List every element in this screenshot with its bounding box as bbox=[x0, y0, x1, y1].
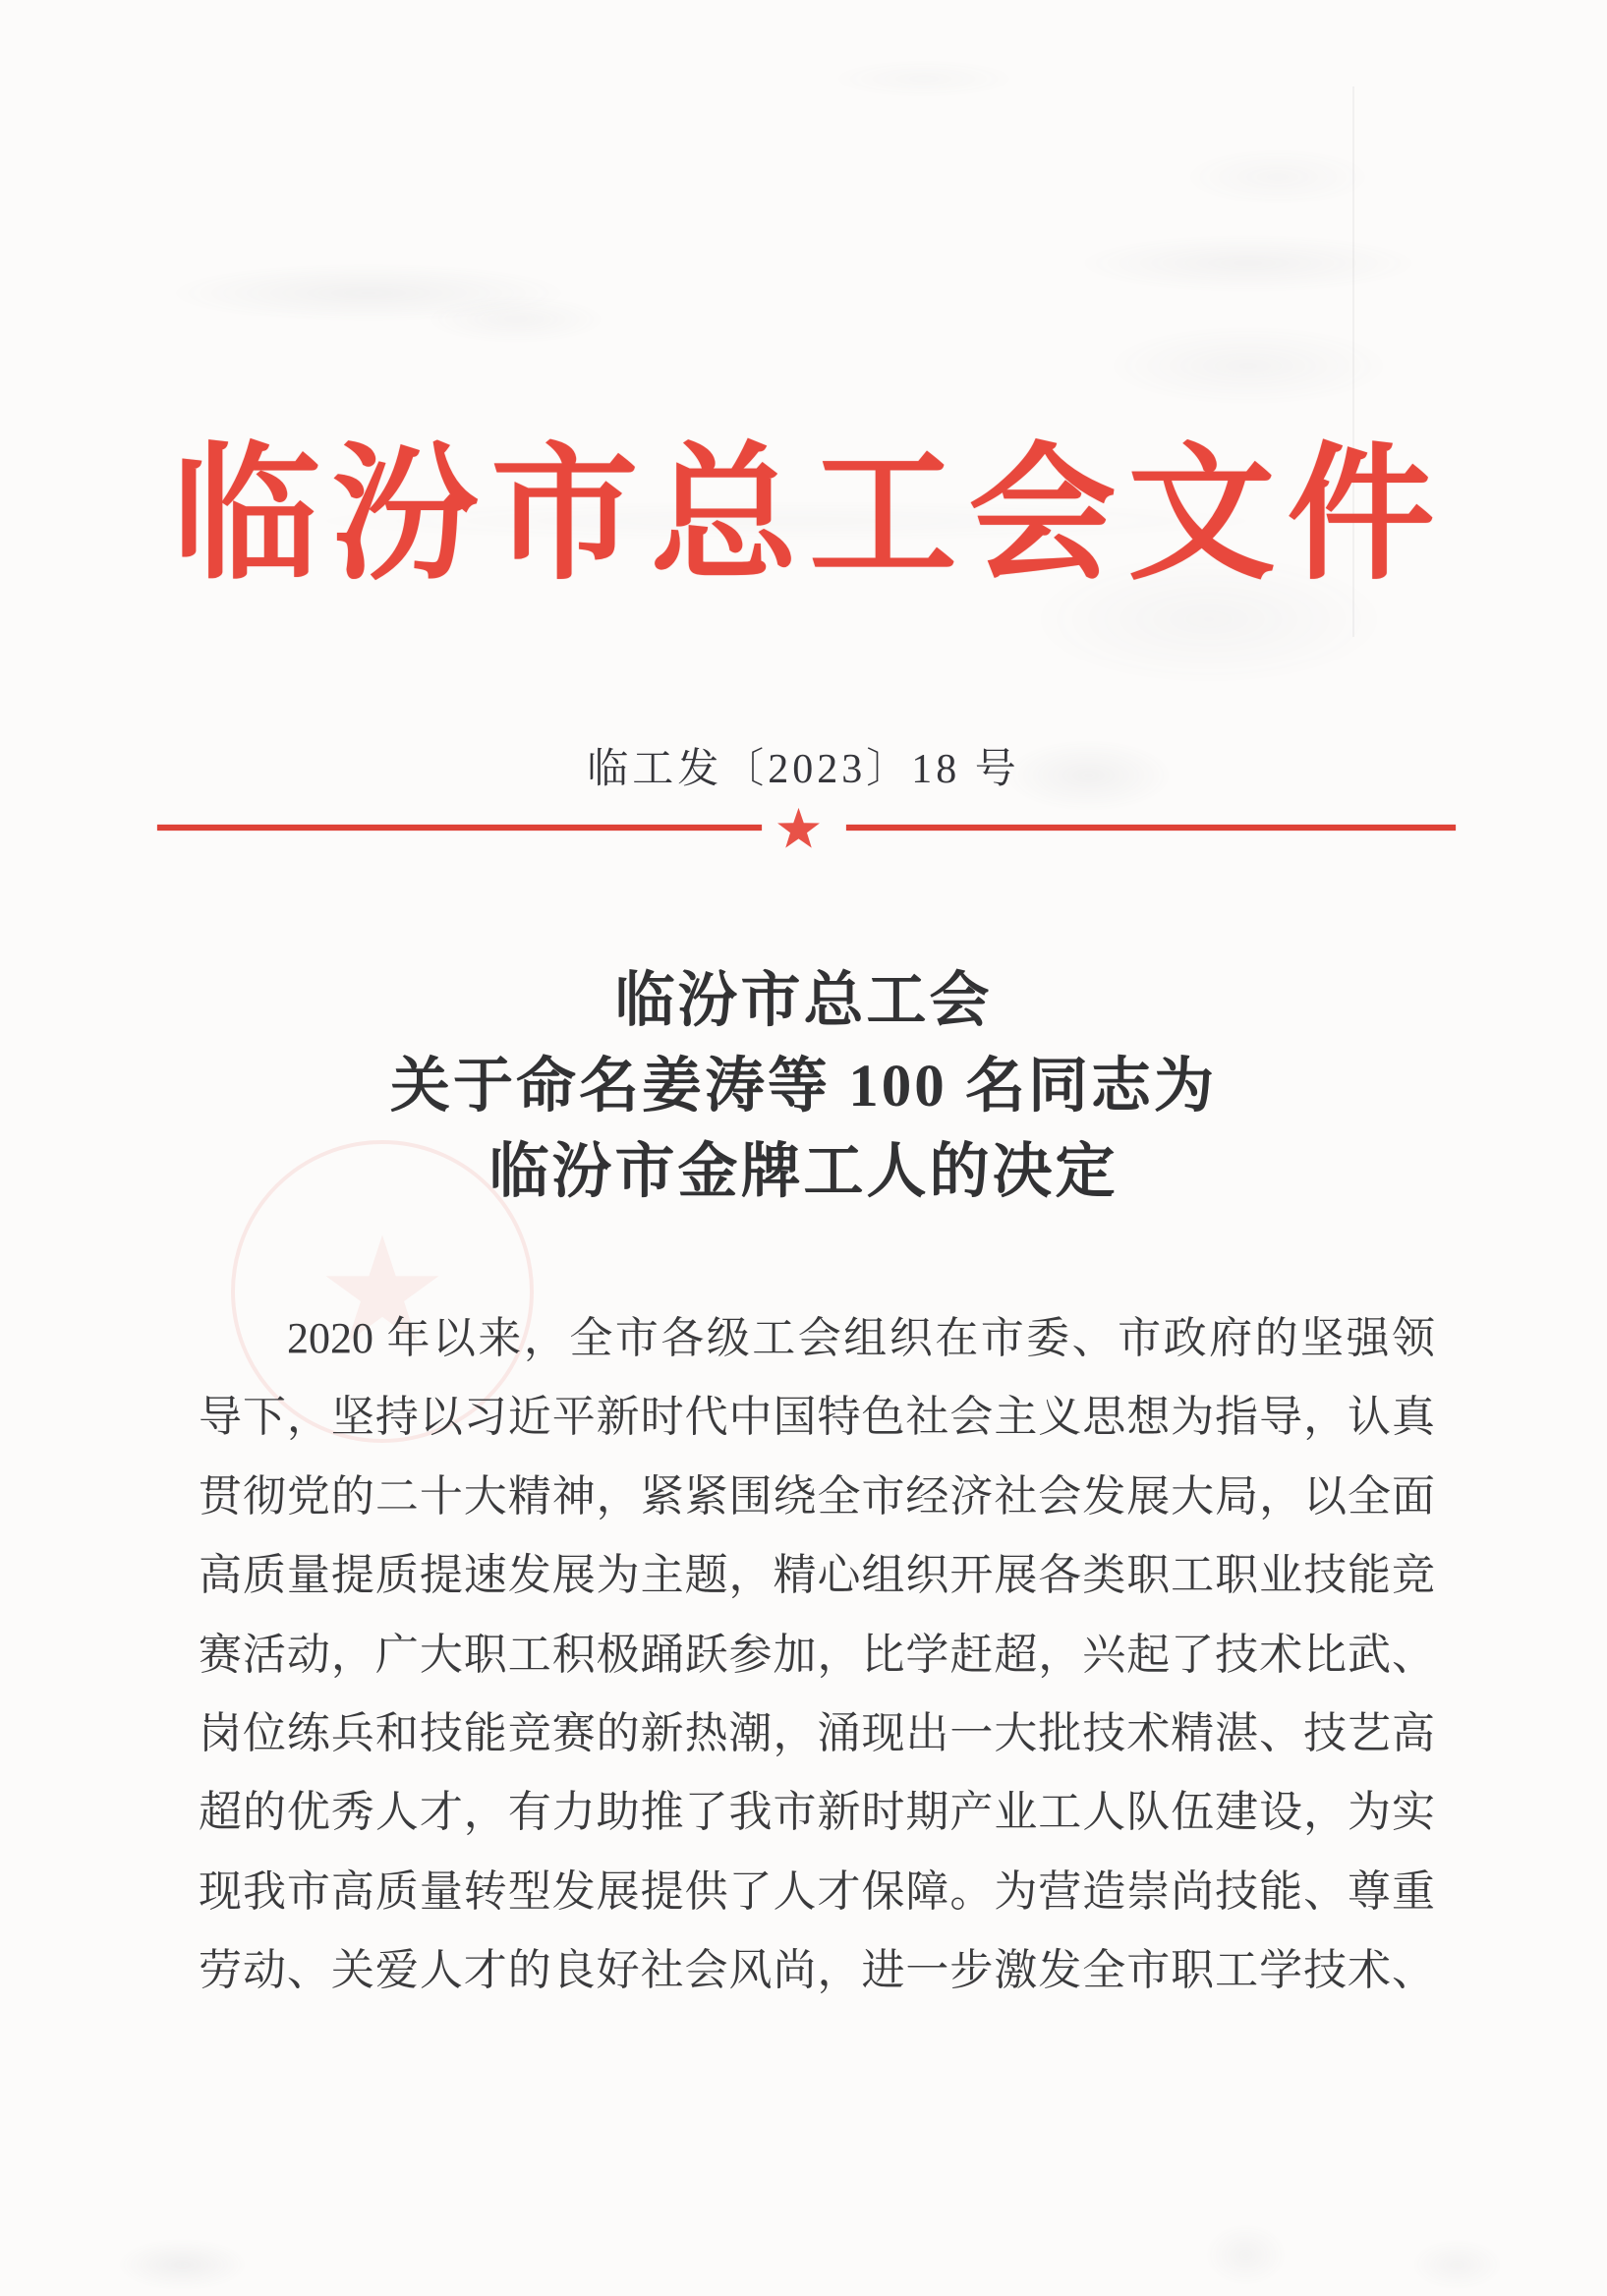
bleed-through-smudge bbox=[423, 295, 609, 344]
bleed-through-smudge bbox=[162, 263, 575, 322]
body-line: 现我市高质量转型发展提供了人才保障。为营造崇尚技能、尊重 bbox=[199, 1866, 1435, 1916]
document-title-line-3: 临汾市金牌工人的决定 bbox=[488, 1139, 1119, 1205]
seal-star-icon: ★ bbox=[316, 1206, 449, 1377]
body-line: 岗位练兵和技能竞赛的新热潮，涌现出一大批技术精湛、技艺高 bbox=[199, 1708, 1435, 1757]
bleed-through-smudge bbox=[116, 2239, 249, 2290]
body-line: 导下，坚持以习近平新时代中国特色社会主义思想为指导，认真 bbox=[199, 1393, 1435, 1442]
bleed-through-smudge bbox=[1204, 2223, 1288, 2286]
letterhead-banner-title: 临汾市总工会文件 bbox=[172, 434, 1447, 598]
red-rule-right-segment bbox=[846, 825, 1456, 831]
document-title-line-2: 关于命名姜涛等 100 名同志为 bbox=[389, 1054, 1217, 1119]
body-paragraph bbox=[199, 1299, 1435, 2011]
body-line: 劳动、关爱人才的良好社会风尚，进一步激发全市职工学技术、 bbox=[199, 1946, 1435, 1995]
bleed-through-smudge bbox=[1071, 234, 1425, 293]
bleed-through-smudge bbox=[1101, 324, 1396, 407]
red-rule-left-segment bbox=[157, 825, 762, 831]
body-line: 超的优秀人才，有力助推了我市新时期产业工人队伍建设，为实 bbox=[199, 1788, 1435, 1837]
body-line: 2020 年以来，全市各级工会组织在市委、市政府的坚强领 bbox=[287, 1314, 1435, 1362]
body-line: 高质量提质提速发展为主题，精心组织开展各类职工职业技能竞 bbox=[199, 1551, 1435, 1600]
body-line: 贯彻党的二十大精神，紧紧围绕全市经济社会发展大局，以全面 bbox=[199, 1471, 1435, 1521]
bleed-through-smudge bbox=[826, 59, 1022, 98]
document-number: 临工发〔2023〕18 号 bbox=[587, 747, 1020, 792]
document-title bbox=[0, 958, 1607, 1215]
bleed-through-smudge bbox=[1410, 2239, 1504, 2290]
document-title-line-1: 临汾市总工会 bbox=[614, 968, 993, 1034]
star-icon bbox=[775, 805, 822, 853]
body-line: 赛活动，广大职工积极踊跃参加，比学赶超，兴起了技术比武、 bbox=[199, 1630, 1435, 1679]
bleed-through-smudge bbox=[1179, 147, 1376, 206]
